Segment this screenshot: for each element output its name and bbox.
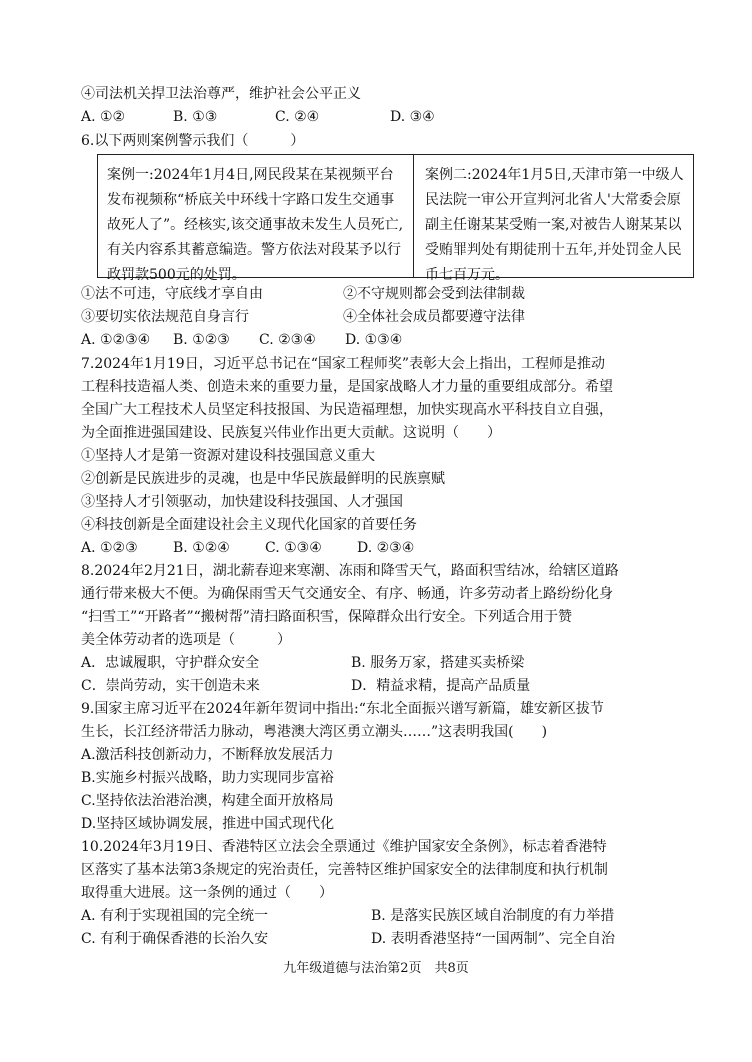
q7-option-d[interactable]: D. ②③④ — [357, 540, 415, 556]
q8-options-row-1 — [81, 652, 712, 674]
q7-options — [81, 537, 712, 559]
q8-option-d[interactable]: D．精益求精，提高产品质量 — [351, 678, 531, 694]
q6-option-c[interactable]: C. ②③④ — [259, 332, 316, 348]
q6-statements-row-2 — [81, 306, 712, 328]
q8-option-b[interactable]: B. 服务万家，搭建买卖桥梁 — [351, 655, 525, 671]
q5-options — [81, 106, 712, 128]
q6-case-1: 案例一:2024年1月4日,网民段某在某视频平台发布视频称“桥底关中环线十字路口发生交通事故死人了”。经核实,该交通事故未发生人员死亡,有关内容系其蓄意编造。警方依法对段某予以行政罚款500元的处罚。 — [98, 155, 414, 277]
q9-option-c[interactable]: C.坚持依法治港治澳，构建全面开放格局 — [81, 793, 334, 809]
q10-option-c[interactable]: C. 有利于确保香港的长治久安 — [81, 931, 269, 947]
q7-stem-line-4: 为全面推进强国建设、民族复兴伟业作出更大贡献。这说明（ ） — [81, 425, 501, 441]
q10-stem-line-1: 10.2024年3月19日、香港特区立法会全票通过《维护国家安全条例》，标志着香港特 — [81, 839, 607, 855]
q8-options-row-2 — [81, 675, 712, 697]
q10-option-a[interactable]: A. 有利于实现祖国的完全统一 — [81, 908, 269, 924]
q9-stem-line-1: 9.国家主席习近平在2024年新年贺词中指出:“东北全面振兴谱写新篇，雄安新区拔节 — [81, 701, 604, 717]
q7-option-a[interactable]: A. ①②③ — [81, 540, 138, 556]
q6-options — [81, 329, 712, 351]
q7-option-b[interactable]: B. ①②④ — [173, 540, 230, 556]
q9-option-b[interactable]: B.实施乡村振兴战略，助力实现同步富裕 — [81, 770, 334, 786]
q9-stem-line-2: 生长，长江经济带活力脉动，粤港澳大湾区勇立潮头……”这表明我国( ) — [81, 724, 548, 740]
q6-statement-1: ①法不可违，守底线才享自由 — [81, 286, 263, 302]
q9-option-d[interactable]: D.坚持区域协调发展，推进中国式现代化 — [81, 816, 335, 832]
q10-options-row-2 — [81, 928, 712, 950]
q9-option-a[interactable]: A.激活科技创新动力，不断释放发展活力 — [81, 747, 334, 763]
q6-stem: 6.以下两则案例警示我们（ ） — [81, 133, 305, 149]
q7-option-c[interactable]: C. ①③④ — [265, 540, 322, 556]
q5-option-a[interactable]: A. ①② — [81, 109, 126, 125]
q10-options-row-1 — [81, 905, 712, 927]
q6-case-table — [97, 154, 694, 283]
q7-statement-3: ③坚持人才引领驱动，加快建设科技强国、人才强国 — [81, 494, 403, 510]
q6-option-b[interactable]: B. ①②③ — [173, 332, 230, 348]
q5-option-b[interactable]: B. ①③ — [173, 109, 218, 125]
q10-option-d[interactable]: D. 表明香港坚持“一国两制”、完全自治 — [371, 931, 615, 947]
q6-statement-3: ③要切实依法规范自身言行 — [81, 309, 249, 325]
q8-stem-line-2: 通行带来极大不便。为确保雨雪天气交通安全、有序、畅通，许多劳动者上路纷纷化身 — [81, 586, 613, 602]
q7-statement-2: ②创新是民族进步的灵魂，也是中华民族最鲜明的民族禀赋 — [81, 471, 445, 487]
q7-stem-line-2: 工程科技造福人类、创造未来的重要力量，是国家战略人才力量的重要组成部分。希望 — [81, 379, 613, 395]
q7-stem-line-3: 全国广大工程技术人员坚定科技报国、为民造福理想，加快实现高水平科技自立自强， — [81, 402, 613, 418]
q8-stem-line-4: 美全体劳动者的选项是（ ） — [81, 632, 291, 648]
q5-option-d[interactable]: D. ③④ — [390, 109, 435, 125]
q8-option-a[interactable]: A．忠诚履职，守护群众安全 — [81, 655, 260, 671]
q10-stem-line-2: 区落实了基本法第3条规定的宪治责任，完善特区维护国家安全的法律制度和执行机制 — [81, 862, 608, 878]
q7-statement-4: ④科技创新是全面建设社会主义现代化国家的首要任务 — [81, 517, 417, 533]
page-footer: 九年级道德与法治第2页 共8页 — [283, 961, 469, 976]
q6-statement-4: ④全体社会成员都要遵守法律 — [343, 309, 525, 325]
q6-option-d[interactable]: D. ①③④ — [345, 332, 403, 348]
q6-statements-row-1 — [81, 283, 712, 305]
q5-option-c[interactable]: C. ②④ — [275, 109, 320, 125]
q8-stem-line-3: “扫雪工”“开路者”“搬树帮”清扫路面积雪，保障群众出行安全。下列适合用于赞 — [81, 609, 572, 625]
q8-stem-line-1: 8.2024年2月21日，湖北薪春迎来寒潮、冻雨和降雪天气，路面积雪结冰，给辖区道路 — [81, 563, 619, 579]
q10-option-b[interactable]: B. 是落实民族区域自治制度的有力举措 — [371, 908, 615, 924]
q5-statement-4: ④司法机关捍卫法治尊严，维护社会公平正义 — [81, 86, 361, 102]
q6-statement-2: ②不守规则都会受到法律制裁 — [343, 286, 525, 302]
q8-option-c[interactable]: C．崇尚劳动，实干创造未来 — [81, 678, 260, 694]
q10-stem-line-3: 取得重大进展。这一条例的通过（ ） — [81, 885, 333, 901]
q6-case-2: 案例二:2024年1月5日,天津市第一中级人民法院一审公开宣判河北省人'大常委会原副主任谢某某受贿一案,对被告人谢某某以受贿罪判处有期徒刑十五年,并处罚金人民币七百万元。 — [425, 167, 684, 283]
q6-option-a[interactable]: A. ①②③④ — [81, 332, 151, 348]
q7-stem-line-1: 7.2024年1月19日，习近平总书记在“国家工程师奖”表彰大会上指出，工程师是推动 — [81, 356, 606, 372]
q7-statement-1: ①坚持人才是第一资源对建设科技强国意义重大 — [81, 448, 375, 464]
